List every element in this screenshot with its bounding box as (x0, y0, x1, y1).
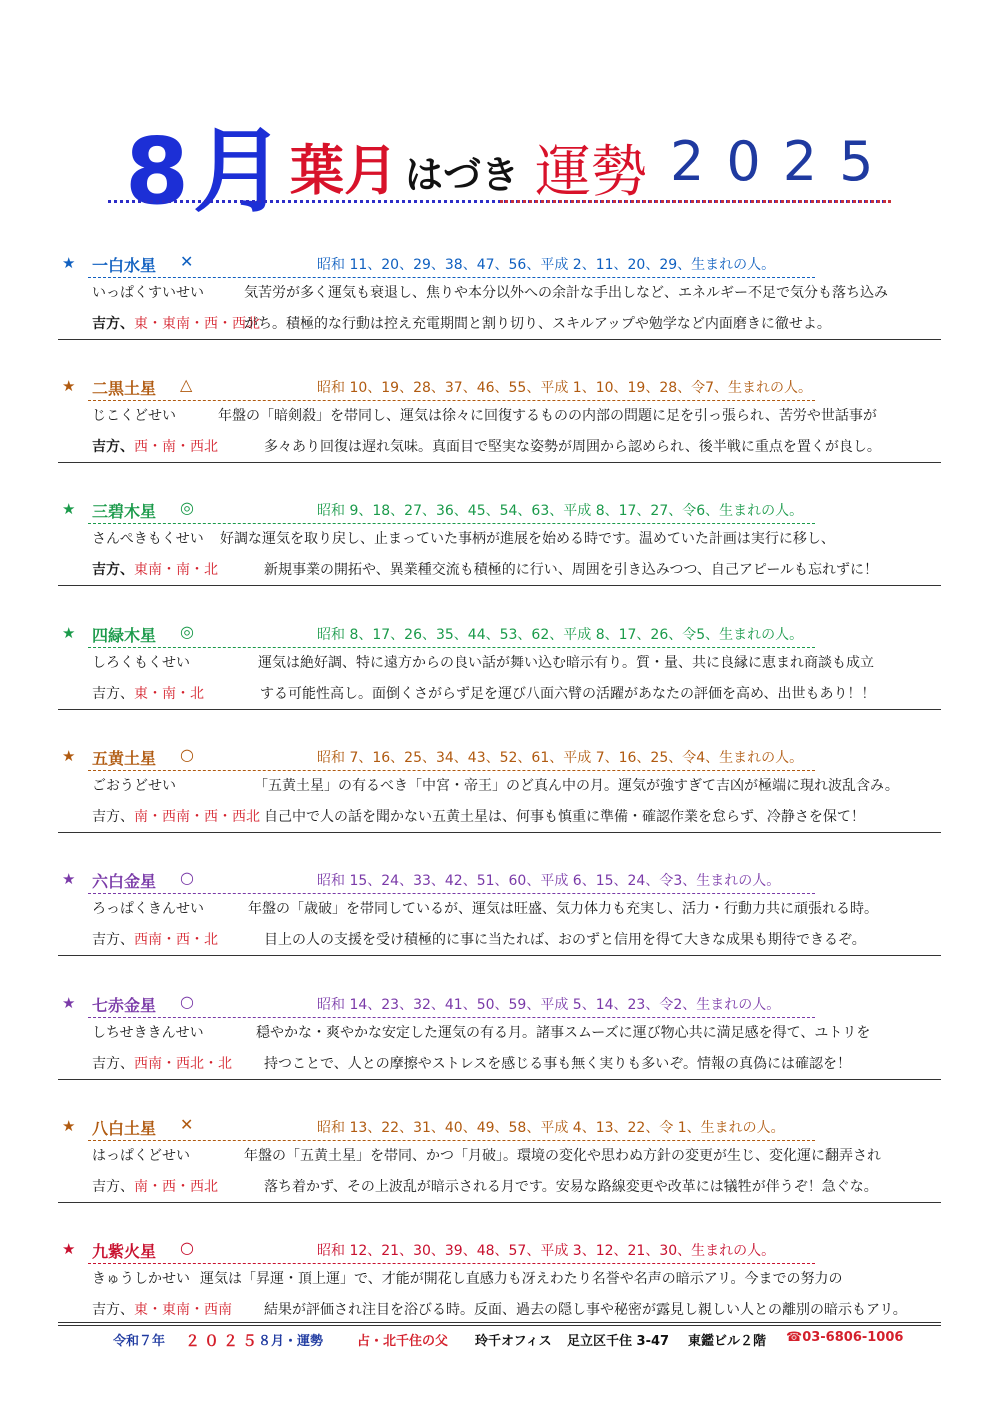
entry-divider (58, 955, 941, 956)
star-bullet-icon: ★ (62, 624, 76, 642)
entry-header (88, 372, 815, 401)
fortune-text-2: 自己中で人の話を聞かない五黄土星は、何事も慎重に準備・確認作業を怠らず、冷静さを保て！ (264, 809, 865, 825)
star-bullet-icon: ★ (62, 1240, 76, 1258)
entry-header (88, 989, 815, 1018)
lucky-direction-label: 吉方、 (92, 1179, 134, 1195)
lucky-directions: 東南・南・北 (134, 562, 218, 578)
fortune-mark: ◎ (180, 622, 194, 641)
star-name: 七赤金星 (92, 996, 157, 1015)
star-bullet-icon: ★ (62, 254, 76, 272)
lucky-direction-label: 吉方、 (92, 439, 134, 455)
fortune-mark: ○ (180, 1238, 194, 1257)
lucky-directions: 西南・西・北 (134, 932, 218, 948)
footer-address: 足立区千住 3-47 (567, 1334, 670, 1349)
fortune-text-2: 新規事業の開拓や、異業種交流も積極的に行い、周囲を引き込みつつ、自己アピールも忘れずに！ (264, 562, 879, 578)
entry-divider (58, 339, 941, 340)
entry-header (88, 865, 815, 894)
footer-phone: ☎03-6806-1006 (786, 1330, 904, 1345)
footer-year: ２０２５ (185, 1332, 262, 1350)
fortune-text-1: 運気は絶好調、特に遠方からの良い話が舞い込む暗示有り。質・量、共に良縁に恵まれ商談も成立 (258, 655, 874, 671)
entry-divider (58, 1202, 941, 1203)
star-bullet-icon: ★ (62, 747, 76, 765)
fortune-text-2: 結果が評価され注目を浴びる時。反面、過去の隠し事や秘密が露見し親しい人との離別の暗示もアリ。 (264, 1302, 907, 1318)
fortune-mark: ○ (180, 868, 194, 887)
title-underline-red (500, 200, 891, 203)
fortune-text-1: 運気は「昇運・頂上運」で、才能が開花し直感力も冴えわたり名誉や名声の暗示アリ。今までの努力の (200, 1271, 843, 1287)
entry-header (88, 1112, 815, 1141)
fortune-text-1: 年盤の「五黄土星」を帯同、かつ「月破」。環境の変化や思わぬ方針の変更が生じ、変化運に翻弄され (244, 1148, 881, 1164)
fortune-text-2: する可能性高し。面倒くさがらず足を運び八面六臂の活躍があなたの評価を高め、出世もあり！！ (260, 686, 876, 702)
lucky-direction-label: 吉方、 (92, 932, 134, 948)
star-bullet-icon: ★ (62, 870, 76, 888)
birth-years: 昭和 12、21、30、39、48、57、平成 3、12、21、30、生まれの人。 (317, 1243, 776, 1259)
fortune-mark: ○ (180, 992, 194, 1011)
star-reading: はっぱくどせい (92, 1148, 190, 1164)
star-name: 三碧木星 (92, 502, 157, 521)
fortune-text-2: がち。積極的な行動は控え充電期間と割り切り、スキルアップや勉学など内面磨きに徹せよ。 (244, 316, 831, 332)
lucky-direction-label: 吉方、 (92, 809, 134, 825)
fortune-entry (0, 622, 1000, 732)
entry-header (88, 742, 815, 771)
fortune-entry (0, 1115, 1000, 1225)
star-reading: ごおうどせい (92, 778, 176, 794)
lucky-direction-label: 吉方、 (92, 1302, 134, 1318)
title-reading: はづき (405, 153, 520, 197)
fortune-text-1: 気苦労が多く運気も衰退し、焦りや本分以外への余計な手出しなど、エネルギー不足で気分も落ち込み (244, 285, 888, 301)
lucky-directions: 南・西・西北 (134, 1179, 218, 1195)
star-name: 一白水星 (92, 256, 157, 275)
star-name: 五黄土星 (92, 749, 157, 768)
fortune-text-1: 穏やかな・爽やかな安定した運気の有る月。諸事スムーズに運び物心共に満足感を得て、ユトリを (256, 1025, 871, 1041)
star-bullet-icon: ★ (62, 1117, 76, 1135)
entry-divider (58, 1325, 941, 1326)
lucky-direction-label: 吉方、 (92, 562, 134, 578)
fortune-text-1: 年盤の「暗剣殺」を帯同し、運気は徐々に回復するものの内部の問題に足を引っ張られ、苦労や世話事が (218, 408, 877, 424)
entry-divider (58, 832, 941, 833)
fortune-entry (0, 498, 1000, 608)
birth-years: 昭和 15、24、33、42、51、60、平成 6、15、24、令3、生まれの人。 (317, 873, 781, 889)
footer-divider (58, 1322, 941, 1323)
star-name: 八白土星 (92, 1119, 157, 1138)
fortune-mark: ✕ (180, 252, 194, 271)
star-reading: きゅうしかせい (92, 1271, 190, 1287)
fortune-mark: ✕ (180, 1115, 194, 1134)
star-name: 六白金星 (92, 872, 157, 891)
star-reading: さんぺきもくせい (92, 531, 204, 547)
lucky-direction-label: 吉方、 (92, 316, 134, 332)
fortune-entry (0, 868, 1000, 978)
lucky-directions: 東・南・北 (134, 686, 204, 702)
star-reading: しろくもくせい (92, 655, 190, 671)
star-reading: じこくどせい (92, 408, 176, 424)
fortune-mark: △ (180, 375, 193, 394)
entry-divider (58, 709, 941, 710)
footer (0, 1330, 1000, 1354)
birth-years: 昭和 8、17、26、35、44、53、62、平成 8、17、26、令5、生まれの人。 (317, 627, 804, 643)
star-reading: しちせききんせい (92, 1025, 204, 1041)
fortune-text-2: 落ち着かず、その上波乱が暗示される月です。安易な路線変更や改革には犠牲が伴うぞ！急ぐな。 (264, 1179, 878, 1195)
entry-divider (58, 585, 941, 586)
fortune-entry (0, 252, 1000, 362)
star-bullet-icon: ★ (62, 377, 76, 395)
footer-author: 占・北千住の父 (357, 1334, 449, 1349)
lucky-directions: 東・東南・西南 (134, 1302, 232, 1318)
entry-divider (58, 1079, 941, 1080)
entry-header (88, 495, 815, 524)
fortune-text-1: 年盤の「歳破」を帯同しているが、運気は旺盛、気力体力も充実し、活力・行動力共に頑張れる時。 (248, 901, 878, 917)
footer-issue: ８月・運勢 (258, 1334, 324, 1349)
title-month-name: 葉月 (290, 139, 398, 202)
birth-years: 昭和 11、20、29、38、47、56、平成 2、11、20、29、生まれの人。 (317, 257, 776, 273)
star-reading: いっぱくすいせい (92, 285, 204, 301)
fortune-entry (0, 745, 1000, 855)
star-name: 九紫火星 (92, 1242, 157, 1261)
fortune-entry (0, 992, 1000, 1102)
star-name: 二黒土星 (92, 379, 157, 398)
footer-building: 東鑑ビル２階 (688, 1334, 767, 1349)
entry-header (88, 1235, 815, 1264)
lucky-directions: 東・東南・西・西北 (134, 316, 260, 332)
birth-years: 昭和 10、19、28、37、46、55、平成 1、10、19、28、令7、生まれの人。 (317, 380, 813, 396)
fortune-text-2: 目上の人の支援を受け積極的に事に当たれば、おのずと信用を得て大きな成果も期待できるぞ。 (264, 932, 866, 948)
star-bullet-icon: ★ (62, 994, 76, 1012)
birth-years: 昭和 13、22、31、40、49、58、平成 4、13、22、令 1、生まれの人。 (317, 1120, 785, 1136)
footer-office: 玲千オフィス (475, 1334, 552, 1349)
entry-header (88, 619, 815, 648)
title-fortune: 運勢 (535, 140, 647, 205)
star-reading: ろっぱくきんせい (92, 901, 204, 917)
fortune-text-1: 「五黄土星」の有るべき「中宮・帝王」のど真ん中の月。運気が強すぎて吉凶が極端に現れ波乱含み。 (254, 778, 899, 794)
lucky-directions: 西・南・西北 (134, 439, 218, 455)
entry-divider (58, 462, 941, 463)
fortune-text-2: 持つことで、人との摩擦やストレスを感じる事も無く実りも多いぞ。情報の真偽には確認を！ (264, 1056, 852, 1072)
star-name: 四緑木星 (92, 626, 157, 645)
footer-era: 令和７年 (113, 1334, 166, 1349)
lucky-directions: 南・西南・西・西北 (134, 809, 260, 825)
lucky-direction-label: 吉方、 (92, 686, 134, 702)
fortune-text-2: 多々あり回復は遅れ気味。真面目で堅実な姿勢が周囲から認められ、後半戦に重点を置くが良し。 (264, 439, 881, 455)
page-title (0, 100, 1000, 225)
fortune-mark: ◎ (180, 498, 194, 517)
birth-years: 昭和 14、23、32、41、50、59、平成 5、14、23、令2、生まれの人。 (317, 997, 781, 1013)
birth-years: 昭和 9、18、27、36、45、54、63、平成 8、17、27、令6、生まれの人。 (317, 503, 804, 519)
title-year: 2025 (670, 130, 896, 193)
fortune-text-1: 好調な運気を取り戻し、止まっていた事柄が進展を始める時です。温めていた計画は実行に移し、 (220, 531, 835, 547)
star-bullet-icon: ★ (62, 500, 76, 518)
entry-header (88, 249, 815, 278)
fortune-entry (0, 375, 1000, 485)
lucky-directions: 西南・西北・北 (134, 1056, 232, 1072)
title-month: 8月 (125, 118, 290, 225)
fortune-mark: ○ (180, 745, 194, 764)
birth-years: 昭和 7、16、25、34、43、52、61、平成 7、16、25、令4、生まれの人。 (317, 750, 804, 766)
lucky-direction-label: 吉方、 (92, 1056, 134, 1072)
